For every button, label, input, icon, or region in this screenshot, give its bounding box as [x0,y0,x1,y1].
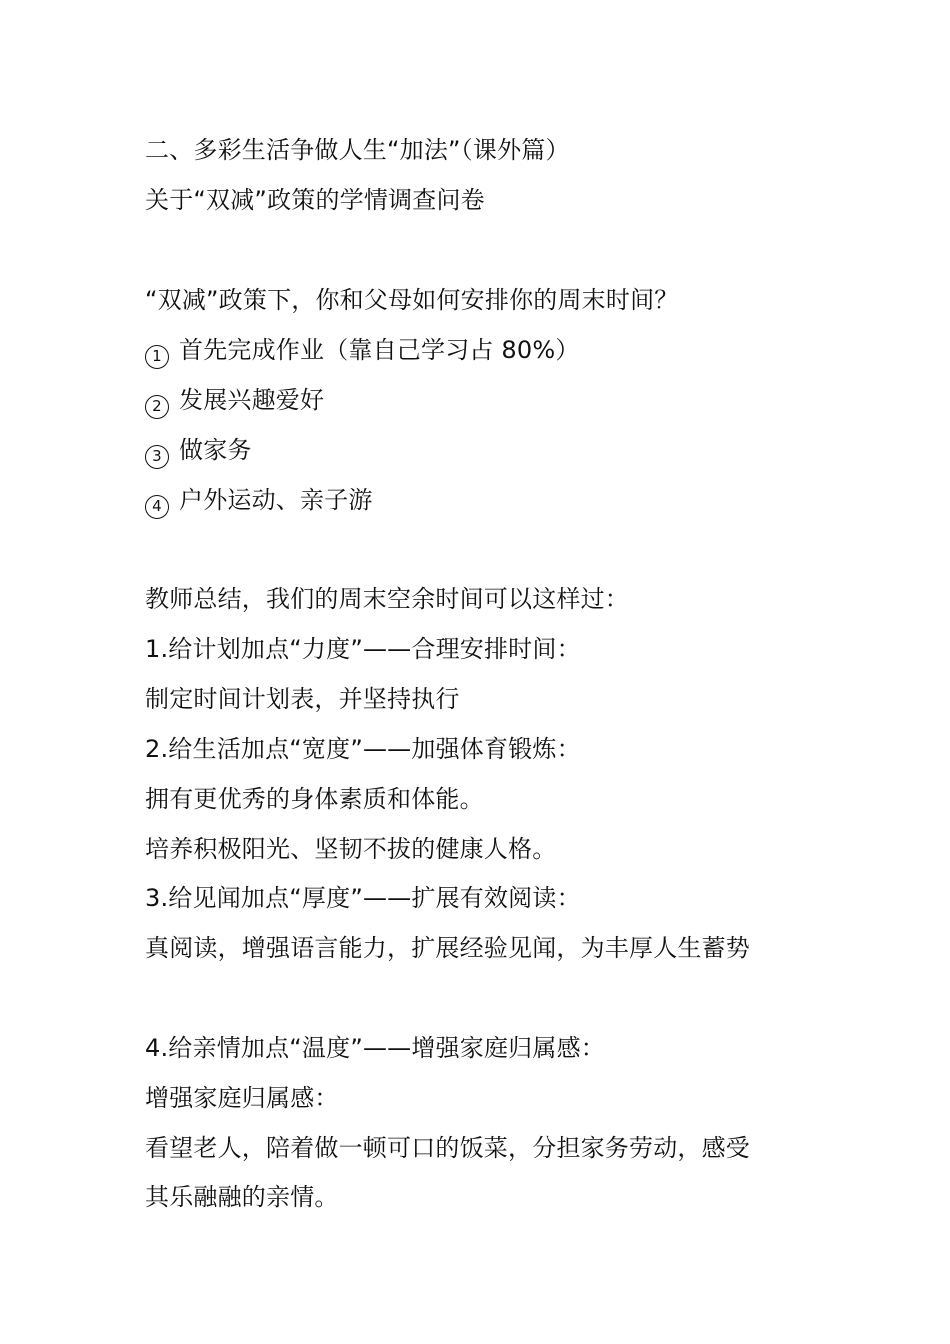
point-heading: 4.给亲情加点“温度”——增强家庭归属感： [145,1034,605,1062]
section-title: 二、多彩生活争做人生“加法”（课外篇） [145,136,570,164]
option-text: 发展兴趣爱好 [179,386,325,414]
option-number-badge: 2 [145,395,169,419]
survey-title: 关于“双减”政策的学情调查问卷 [145,186,485,214]
option-item [145,333,580,369]
option-item [145,483,373,519]
point-text: 拥有更优秀的身体素质和体能。 [145,785,484,813]
option-text: 做家务 [179,436,252,464]
point-heading: 1.给计划加点“力度”——合理安排时间： [145,635,581,663]
point-text: 培养积极阳光、坚韧不拔的健康人格。 [145,835,557,863]
point-heading: 3.给见闻加点“厚度”——扩展有效阅读： [145,884,581,912]
point-heading: 2.给生活加点“宽度”——加强体育锻炼： [145,735,581,763]
option-item [145,433,252,469]
point-text: 制定时间计划表，并坚持执行 [145,685,460,713]
survey-question: “双减”政策下，你和父母如何安排你的周末时间？ [145,286,679,314]
point-text: 看望老人，陪着做一顿可口的饭菜，分担家务劳动，感受 [145,1134,750,1162]
point-text: 其乐融融的亲情。 [145,1183,339,1211]
option-item [145,383,324,419]
option-text: 首先完成作业（靠自己学习占 80%） [179,336,580,364]
summary-intro: 教师总结，我们的周末空余时间可以这样过： [145,585,629,613]
option-number-badge: 3 [145,445,169,469]
option-text: 户外运动、亲子游 [179,486,373,514]
option-number-badge: 1 [145,345,169,369]
point-text: 真阅读，增强语言能力，扩展经验见闻，为丰厚人生蓄势 [145,934,750,962]
point-text: 增强家庭归属感： [145,1084,339,1112]
option-number-badge: 4 [145,495,169,519]
